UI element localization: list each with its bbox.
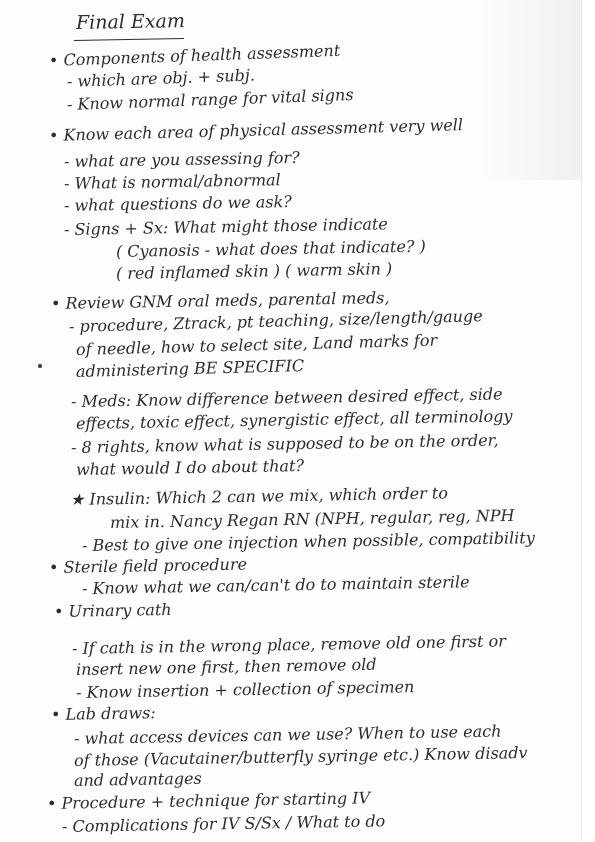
note-line: - If cath is in the wrong place, remove old one first or — [71, 631, 506, 658]
note-line: of needle, how to select site, Land marks for — [75, 330, 438, 359]
note-line: • Know each area of physical assessment very well — [48, 115, 464, 145]
note-line: - 8 rights, know what is supposed to be on the order, — [70, 430, 499, 457]
note-line: - what questions do we ask? — [63, 192, 292, 215]
note-line: - Best to give one injection when possible, compatibility — [81, 528, 535, 555]
note-line: what would I do about that? — [75, 456, 305, 479]
note-line: and advantages — [73, 768, 202, 790]
note-line: effects, toxic effect, synergistic effect, all terminology — [75, 406, 513, 433]
note-line: - Know what we can/can't do to maintain sterile — [81, 572, 470, 598]
note-line: - Complications for IV S/Sx / What to do — [61, 811, 386, 836]
note-line: mix in. Nancy Regan RN (NPH, regular, reg, NPH — [109, 505, 515, 532]
note-line: - Meds: Know difference between desired effect, side — [70, 384, 503, 411]
note-line: • Sterile field procedure — [48, 554, 248, 577]
note-line: of those (Vacutainer/butterfly syringe etc.) Know disadv — [73, 743, 528, 770]
note-line: ( red inflamed skin ) ( warm skin ) — [115, 259, 393, 283]
note-line: ( Cyanosis - what does that indicate? ) — [115, 236, 426, 261]
page-edge — [581, 0, 595, 842]
note-line: • Lab draws: — [50, 703, 156, 724]
note-line: • Procedure + technique for starting IV — [46, 788, 371, 813]
note-line: • Urinary cath — [53, 599, 172, 621]
note-line: - which are obj. + subj. — [66, 65, 256, 91]
title-underline — [74, 38, 184, 41]
page-bleed-through — [480, 0, 582, 180]
page-title: Final Exam — [75, 10, 186, 34]
note-line: - Signs + Sx: What might those indicate — [63, 214, 388, 239]
note-line: - Know insertion + collection of specimen — [75, 677, 415, 702]
note-line: - what access devices can we use? When to use each — [73, 721, 502, 748]
stray-dot — [38, 364, 42, 368]
note-line: ★ Insulin: Which 2 can we mix, which order to — [69, 483, 449, 509]
note-line: • Review GNM oral meds, parental meds, — [50, 288, 390, 313]
note-line: - procedure, Ztrack, pt teaching, size/length/gauge — [68, 306, 483, 336]
note-line: administering BE SPECIFIC — [75, 356, 305, 381]
note-line: - Know normal range for vital signs — [66, 85, 354, 114]
note-line: • Components of health assessment — [48, 40, 341, 70]
note-line: - What is normal/abnormal — [63, 170, 281, 193]
note-line: insert new one first, then remove old — [75, 654, 377, 679]
note-line: - what are you assessing for? — [63, 147, 300, 171]
